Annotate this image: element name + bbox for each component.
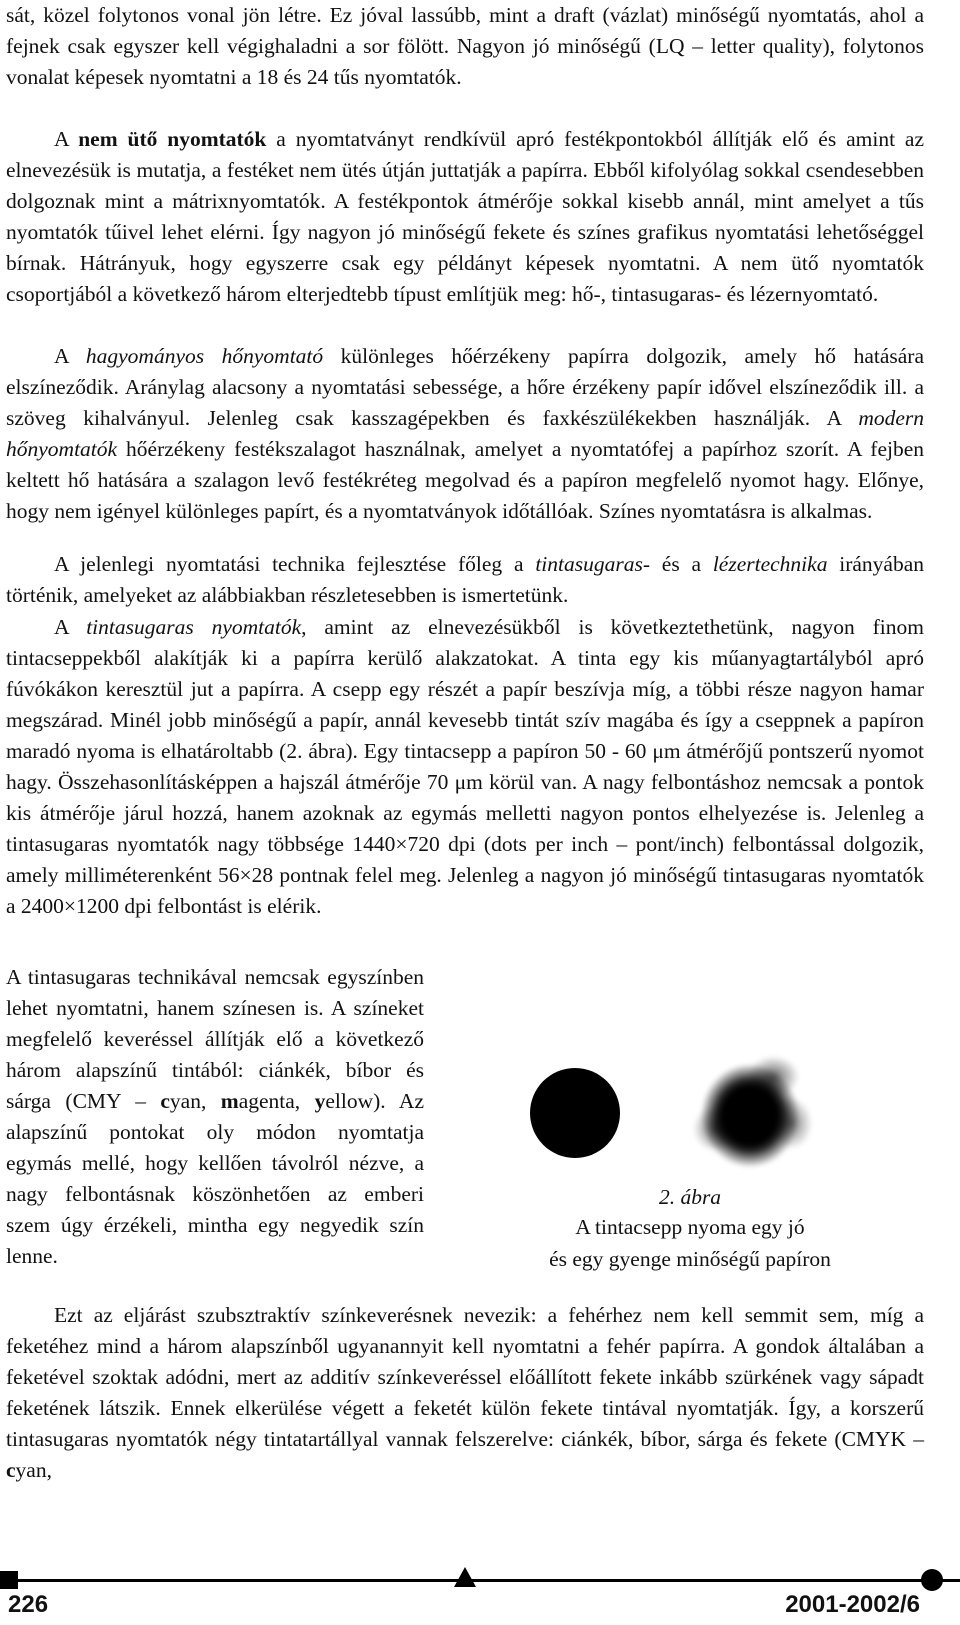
figure-number: 2. ábra xyxy=(658,1185,722,1209)
circle-marker-icon xyxy=(921,1569,943,1591)
page-number: 226 xyxy=(8,1591,49,1618)
text-fragment: a nyomtatványt rendkívül apró festékpontokból állítják elő és amint az elnevezésük is mutatja, a festéket nem ütés útján juttatják a papírra. Ebből kifolyólag sokkal csendesebben dolgoznak mint a mátrixnyomtatók. A festékpontok átmérője sokkal kisebb annál, mint amelyet a tűs nyomtatók tűivel lehet elérni. Így nagyon jó minőségű fekete és színes grafikus nyomtatási lehetőséggel bírnak. Hátrányuk, hogy egyszerre csak egy példányt képesek nyomtatni. A nem ütő nyomtatók csoportjából a következő három elterjedtebb típust említjük meg: hő-, tintasugaras- és lézernyomtató. xyxy=(6,127,925,306)
ink-drop-good-paper xyxy=(530,1068,620,1158)
text-fragment: A jelenlegi nyomtatási technika fejlesztése főleg a xyxy=(54,552,536,576)
triangle-marker-icon xyxy=(454,1567,476,1587)
figure-ink-drop xyxy=(480,1020,920,1300)
paragraph-intro: sát, közel folytonos vonal jön létre. Ez jóval lassúbb, mint a draft (vázlat) minőségű nyomtatás, ahol a fejnek csak egyszer kell végighaladni a sor fölött. Nagyon jó minőségű (LQ – letter quality), folytonos vonalat képesek nyomtatni a 18 és 24 tűs nyomtatók. xyxy=(6,3,924,89)
paragraph-subtractive-mixing xyxy=(6,1300,924,1486)
term-non-impact-printers: nem ütő nyomtatók xyxy=(78,127,267,151)
term-modern-thermal: modern hőnyomtatók xyxy=(6,406,924,461)
text-fragment: és a xyxy=(650,552,713,576)
text-fragment: hőérzékeny festékszalagot használnak, amelyet a nyomtatófej a papírhoz szorít. A fejben keltett hő hatására a szalagon levő festékréteg megolvad és a papíron megfelelő nyomot hagy. Előnye, hogy nem igényel különleges papírt, és a nyomtatványok időtállóak. Színes nyomtatásra is alkalmas. xyxy=(6,437,924,523)
term-inkjet-printers: tintasugaras nyomtatók xyxy=(86,615,302,639)
text-fragment: yan, xyxy=(15,1458,52,1482)
text-fragment: különleges hőérzékeny papírra dolgozik, amely hő hatására elszíneződik. Aránylag alacsony a nyomtatási sebessége, a hőre érzékeny papír idővel elszíneződik ill. a szöveg kihalványul. Jelenleg csak kasszagépekben és faxkészülékekben használják. A xyxy=(6,344,925,430)
paragraph-thermal-printers xyxy=(6,341,924,527)
text-fragment: ellow). Az alapszínű pontokat oly módon nyomtatja egymás mellé, hogy kellően távolról nézve, a nagy felbontásnak köszönhetően az emberi szem úgy érzékeli, mintha egy negyedik szín lenne. xyxy=(6,1089,424,1268)
paragraph-color-printing xyxy=(6,962,424,1272)
text-fragment: A xyxy=(54,127,79,151)
term-laser: lézertechnika xyxy=(712,552,828,576)
text-fragment: agenta, xyxy=(238,1089,315,1113)
text-fragment: A xyxy=(54,615,87,639)
footer-rule xyxy=(0,1579,960,1582)
term-traditional-thermal: hagyományos hőnyomtató xyxy=(85,344,324,368)
paragraph-inkjet-printers xyxy=(6,612,924,922)
text-fragment: yan, xyxy=(169,1089,221,1113)
text-fragment: irányában történik, amelyeket az alábbiakban részletesebben is ismertetünk. xyxy=(6,552,925,607)
text-fragment: Ezt az eljárást szubsztraktív színkeverésnek nevezik: a fehérhez nem kell semmit sem, míg a feketéhez mind a három alapszínből ugyanannyit kell nyomtatni a fehér papírra. A gondok általában a feketével szoktak adódni, mert az additív színkeveréssel előállított fekete inkább szürkének vagy sápadt feketének látszik. Ennek elkerülése végett a feketét külön fekete tintával nyomtatják. Így, a korszerű tintasugaras nyomtatók négy tintatartállyal vannak felszerelve: ciánkék, bíbor, sárga és fekete (CMYK – xyxy=(6,1303,924,1451)
text-fragment: A tintasugaras technikával nemcsak egyszínben lehet nyomtatni, hanem színesen is. A színeket megfelelő keveréssel állítják elő a következő három alapszínű tintából: ciánkék, bíbor és sárga (CMY – xyxy=(6,965,424,1113)
term-inkjet: tintasugaras- xyxy=(535,552,650,576)
letter-c: c xyxy=(6,1458,16,1482)
text-fragment: A xyxy=(54,344,86,368)
text-fragment: , amint az elnevezésükből is következtethetünk, nagyon finom tintacseppekből alakítják ki a papírra kerülő alakzatokat. A tinta egy kis műanyagtartályból apró fúvókákon keresztül jut a papírra. A csepp egy részét a papír beszívja míg, a többi része nagyon hamar megszárad. Minél jobb minőségű a papír, annál kevesebb tintát szív magába és így a cseppnek a papíron maradó nyoma is elhatároltabb (2. ábra). Egy tintacsepp a papíron 50 - 60 μm átmérőjű pontszerű nyomot hagy. Összehasonlításképpen a hajszál átmérője 70 μm körül van. A nagy felbontáshoz nemcsak a pontok kis átmérője járul hozzá, hanem azoknak az egymás melletti nagyon pontos elhelyezése is. Jelenleg a tintasugaras nyomtatók nagy többsége 1440×720 dpi (dots per inch – pont/inch) felbontással dolgozik, amely milliméterenként 56×28 pontnak felel meg. Jelenleg a nagyon jó minőségű tintasugaras nyomtatók a 2400×1200 dpi felbontást is elérik. xyxy=(6,615,924,918)
figure-caption-line1: A tintacsepp nyoma egy jó xyxy=(575,1215,805,1239)
letter-y: y xyxy=(314,1089,326,1113)
issue-number: 2001-2002/6 xyxy=(785,1591,920,1618)
letter-m: m xyxy=(220,1089,239,1113)
paragraph-non-impact-printers xyxy=(6,124,924,310)
paragraph-current-technology xyxy=(6,549,924,611)
ink-drop-poor-paper xyxy=(685,1048,815,1178)
figure-caption-line2: és egy gyenge minőségű papíron xyxy=(549,1247,831,1271)
letter-c: c xyxy=(160,1089,170,1113)
square-marker-icon xyxy=(0,1571,18,1589)
